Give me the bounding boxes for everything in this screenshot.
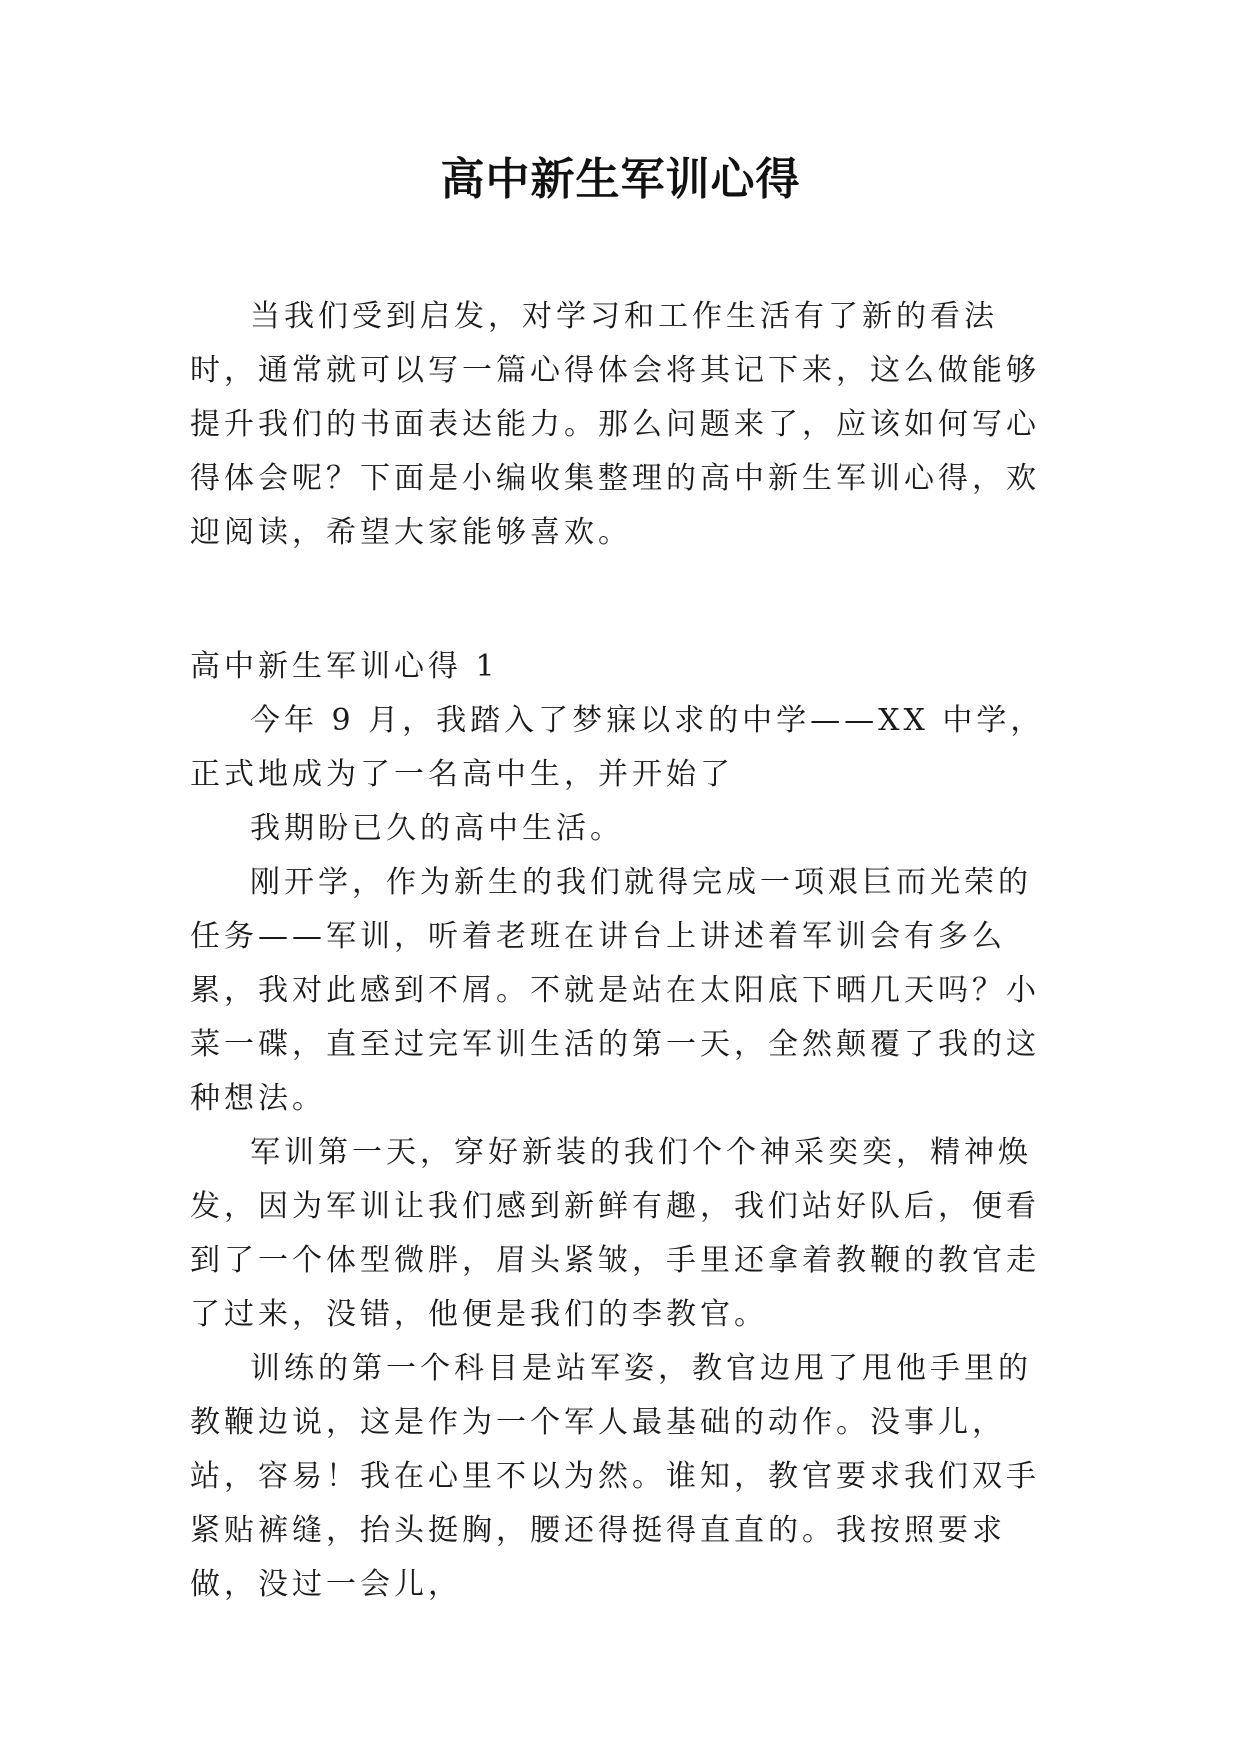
intro-block [190, 290, 1060, 560]
paragraph-5: 训练的第一个科目是站军姿，教官边甩了甩他手里的教鞭边说，这是作为一个军人最基础的动作。没事儿，站，容易！我在心里不以为然。谁知，教官要求我们双手紧贴裤缝，抬头挺胸，腰还得挺得直直的。我按照要求做，没过一会儿， [190, 1351, 1040, 1602]
section-heading: 高中新生军训心得 1 [190, 649, 499, 684]
intro-paragraph: 当我们受到启发，对学习和工作生活有了新的看法时，通常就可以写一篇心得体会将其记下来，这么做能够提升我们的书面表达能力。那么问题来了，应该如何写心得体会呢？下面是小编收集整理的高中新生军训心得，欢迎阅读，希望大家能够喜欢。 [190, 299, 1040, 550]
paragraph-1: 今年 9 月，我踏入了梦寐以求的中学——XX 中学，正式地成为了一名高中生，并开始了 [190, 703, 1045, 792]
document-title: 高中新生军训心得 [440, 154, 801, 205]
article-section [190, 640, 1060, 1612]
paragraph-2: 我期盼已久的高中生活。 [250, 811, 624, 846]
paragraph-3: 刚开学，作为新生的我们就得完成一项艰巨而光荣的任务——军训，听着老班在讲台上讲述着军训会有多么累，我对此感到不屑。不就是站在太阳底下晒几天吗？小菜一碟，直至过完军训生活的第一天，全然颠覆了我的这种想法。 [190, 865, 1040, 1116]
paragraph-4: 军训第一天，穿好新装的我们个个神采奕奕，精神焕发，因为军训让我们感到新鲜有趣，我们站好队后，便看到了一个体型微胖，眉头紧皱，手里还拿着教鞭的教官走了过来，没错，他便是我们的李教官。 [190, 1135, 1040, 1332]
